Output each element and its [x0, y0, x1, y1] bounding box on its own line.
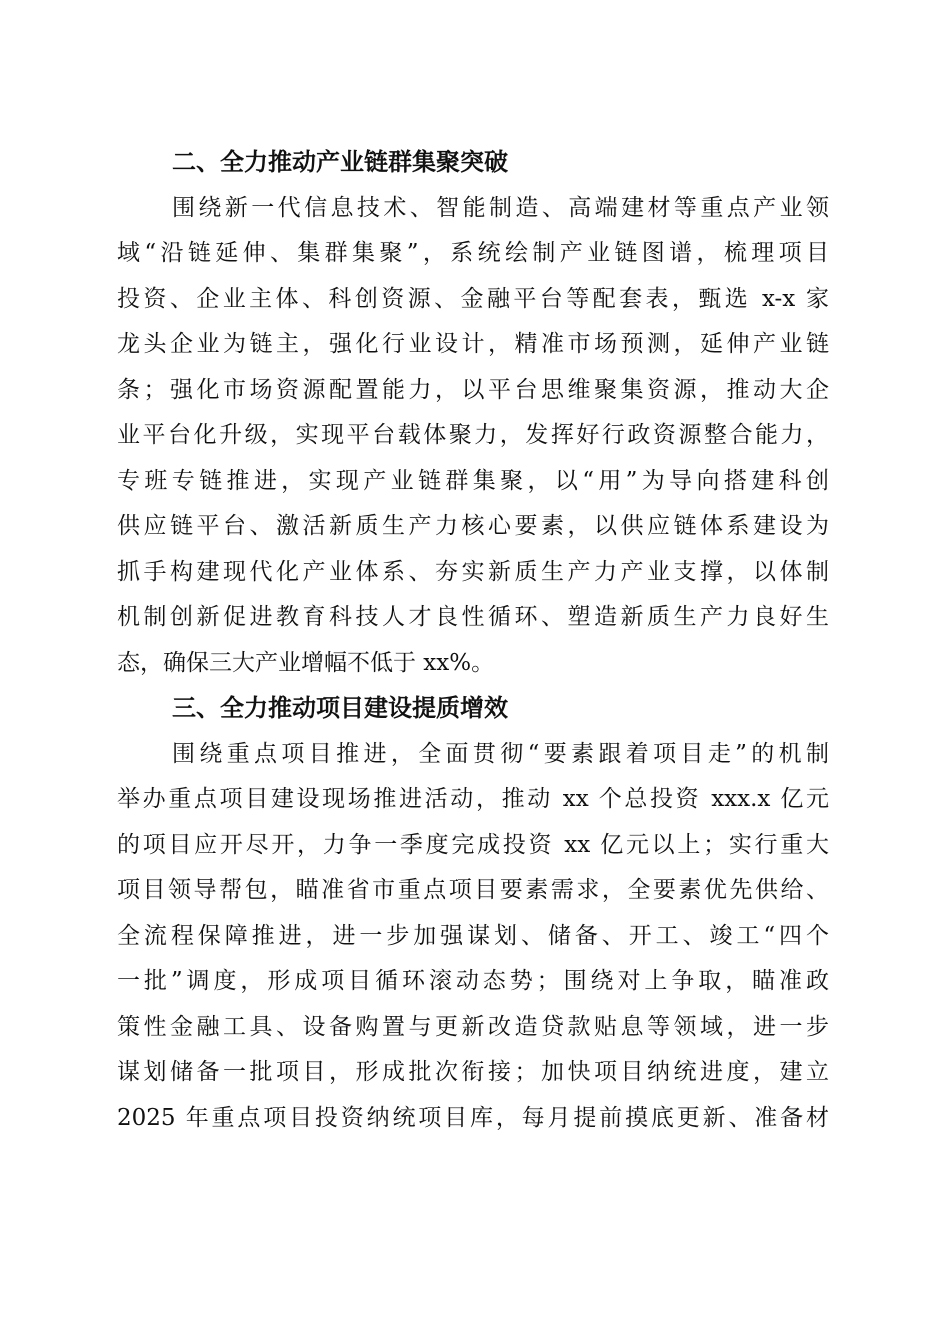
section-2-line-2: 域“沿链延伸、集群集聚”，系统绘制产业链图谱，梳理项目: [117, 240, 829, 266]
section-2-line-6: 业平台化升级，实现平台载体聚力，发挥好行政资源整合能力，: [117, 422, 829, 448]
document-page: [117, 140, 829, 1141]
section-3-line-6: 一批”调度，形成项目循环滚动态势；围绕对上争取，瞄准政: [117, 968, 829, 994]
section-2-line-10: 机制创新促进教育科技人才良性循环、塑造新质生产力良好生: [117, 604, 829, 630]
section-2-line-4: 龙头企业为链主，强化行业设计，精准市场预测，延伸产业链: [117, 331, 829, 357]
section-3-line-4: 项目领导帮包，瞄准省市重点项目要素需求，全要素优先供给、: [117, 877, 829, 903]
section-3-line-9: 2025 年重点项目投资纳统项目库，每月提前摸底更新、准备材: [117, 1104, 829, 1131]
section-3-line-3: 的项目应开尽开，力争一季度完成投资 xx 亿元以上；实行重大: [117, 831, 829, 858]
section-2-line-11: 态，确保三大产业增幅不低于 xx%。: [117, 649, 495, 676]
section-3-line-2: 举办重点项目建设现场推进活动，推动 xx 个总投资 xxx.x 亿元: [117, 786, 829, 812]
section-2-line-1: 围绕新一代信息技术、智能制造、高端建材等重点产业领: [172, 194, 829, 221]
section-2-body: [117, 186, 829, 687]
section-3-line-5: 全流程保障推进，进一步加强谋划、储备、开工、竣工“四个: [117, 922, 829, 949]
section-3-line-1: 围绕重点项目推进，全面贯彻“要素跟着项目走”的机制: [172, 740, 829, 767]
section-3-body: [117, 732, 829, 1142]
section-2-heading: 二、全力推动产业链群集聚突破: [172, 148, 508, 176]
section-2-line-3: 投资、企业主体、科创资源、金融平台等配套表，甄选 x-x 家: [117, 285, 829, 312]
section-3-line-8: 谋划储备一批项目，形成批次衔接；加快项目纳统进度，建立: [117, 1059, 829, 1085]
section-3-line-7: 策性金融工具、设备购置与更新改造贷款贴息等领域，进一步: [117, 1013, 829, 1040]
section-2-line-8: 供应链平台、激活新质生产力核心要素，以供应链体系建设为: [117, 513, 829, 539]
section-3-heading: 三、全力推动项目建设提质增效: [172, 694, 508, 722]
section-2-line-9: 抓手构建现代化产业体系、夯实新质生产力产业支撑，以体制: [117, 558, 829, 585]
section-2-line-7: 专班专链推进，实现产业链群集聚，以“用”为导向搭建科创: [117, 467, 829, 494]
section-2-line-5: 条；强化市场资源配置能力，以平台思维聚集资源，推动大企: [117, 376, 829, 403]
